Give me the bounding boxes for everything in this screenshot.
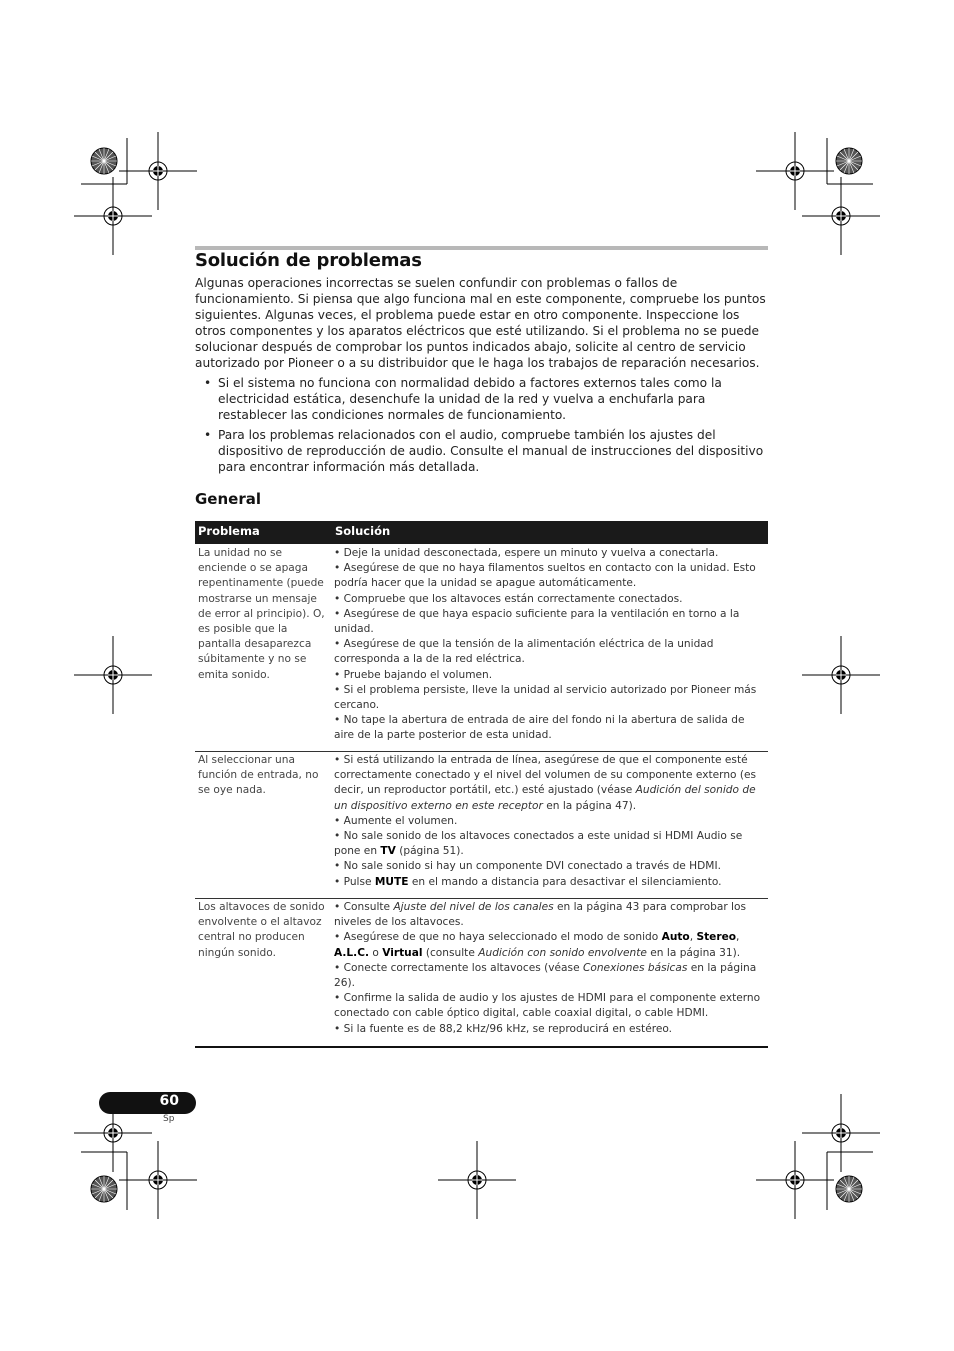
table-bottom-rule: [195, 1046, 768, 1048]
page-number: 60: [159, 1093, 179, 1109]
header-problem: Problema: [198, 524, 260, 538]
header-solution: Solución: [335, 524, 391, 538]
problem-cell: Al seleccionar una función de entrada, no se oye nada.: [198, 754, 319, 797]
tip-item: • Para los problemas relacionados con el audio, compruebe también los ajustes del dispositivo de reproducción de audio. Consulte el manual de instrucciones del dispositivo para encontrar información más detallada.: [204, 428, 764, 475]
solution-cell: • Si está utilizando la entrada de línea, asegúrese de que el componente esté correctamente conectado y el nivel del volumen de su componente externo (es decir, un reproductor portátil, etc.) esté ajustado (véase Audición del sonido de un dispositivo externo en este receptor en la página 47). • Aumente el volumen. • No sale sonido de los altavoces conectados a este unidad si HDMI Audio se pone en TV (página 51). • No sale sonido si hay un componente DVI conectado a través de HDMI. • Pulse MUTE en el mando a distancia para desactivar el silenciamiento.: [334, 754, 757, 888]
section-title: Solución de problemas: [195, 250, 422, 271]
tip-item: • Si el sistema no funciona con normalidad debido a factores externos tales como la electricidad estática, desenchufe la unidad de la red y vuelva a enchufarla para restablecer las condiciones normales de funcionamiento.: [204, 376, 722, 423]
problem-cell: Los altavoces de sonido envolvente o el altavoz central no producen ningún sonido.: [198, 901, 325, 959]
problem-cell: La unidad no se enciende o se apaga repentinamente (puede mostrarse un mensaje de error al principio). O, es posible que la pantalla desaparezca súbitamente y no se emita sonido.: [198, 547, 325, 681]
row-divider: [195, 898, 768, 899]
solution-cell: • Consulte Ajuste del nivel de los canales en la página 43 para comprobar los niveles de los altavoces. • Asegúrese de que no haya seleccionado el modo de sonido Auto, Stereo, A.L.C. o Virtual (consulte Audición con sonido envolvente en la página 31). • Conecte correctamente los altavoces (véase Conexiones básicas en la página 26). • Confirme la salida de audio y los ajustes de HDMI para el componente externo conectado con cable óptico digital, cable coaxial digital, o cable HDMI. • Si la fuente es de 88,2 kHz/96 kHz, se reproducirá en estéreo.: [334, 901, 761, 1035]
solution-cell: • Deje la unidad desconectada, espere un minuto y vuelva a conectarla. • Asegúrese de que no haya filamentos sueltos en contacto con la unidad. Esto podría hacer que la unidad se apague automáticamente. • Compruebe que los altavoces están correctamente conectados. • Asegúrese de que haya espacio suficiente para la ventilación en torno a la unidad. • Asegúrese de que la tensión de la alimentación eléctrica de la unidad corresponda a la de la red eléctrica. • Pruebe bajando el volumen. • Si el problema persiste, lleve la unidad al servicio autorizado por Pioneer más cercano. • No tape la abertura de entrada de aire del fondo ni la abertura de salida de aire de la parte posterior de esta unidad.: [334, 547, 757, 742]
tips-list: [195, 375, 770, 480]
general-heading: General: [195, 490, 261, 508]
row-divider: [195, 751, 768, 752]
page-language: Sp: [163, 1114, 175, 1124]
table-header: [195, 521, 768, 544]
intro-paragraph: Algunas operaciones incorrectas se suelen confundir con problemas o fallos de funcionamiento. Si piensa que algo funciona mal en este componente, compruebe los puntos siguientes. Algunas veces, el problema puede estar en otro componente. Inspeccione los otros componentes y los aparatos eléctricos que esté utilizando. Si el problema no se puede solucionar después de comprobar los puntos indicados abajo, solicite al centro de servicio autorizado por Pioneer o a su distribuidor que le haga los trabajos de reparación necesarios.: [195, 276, 766, 371]
